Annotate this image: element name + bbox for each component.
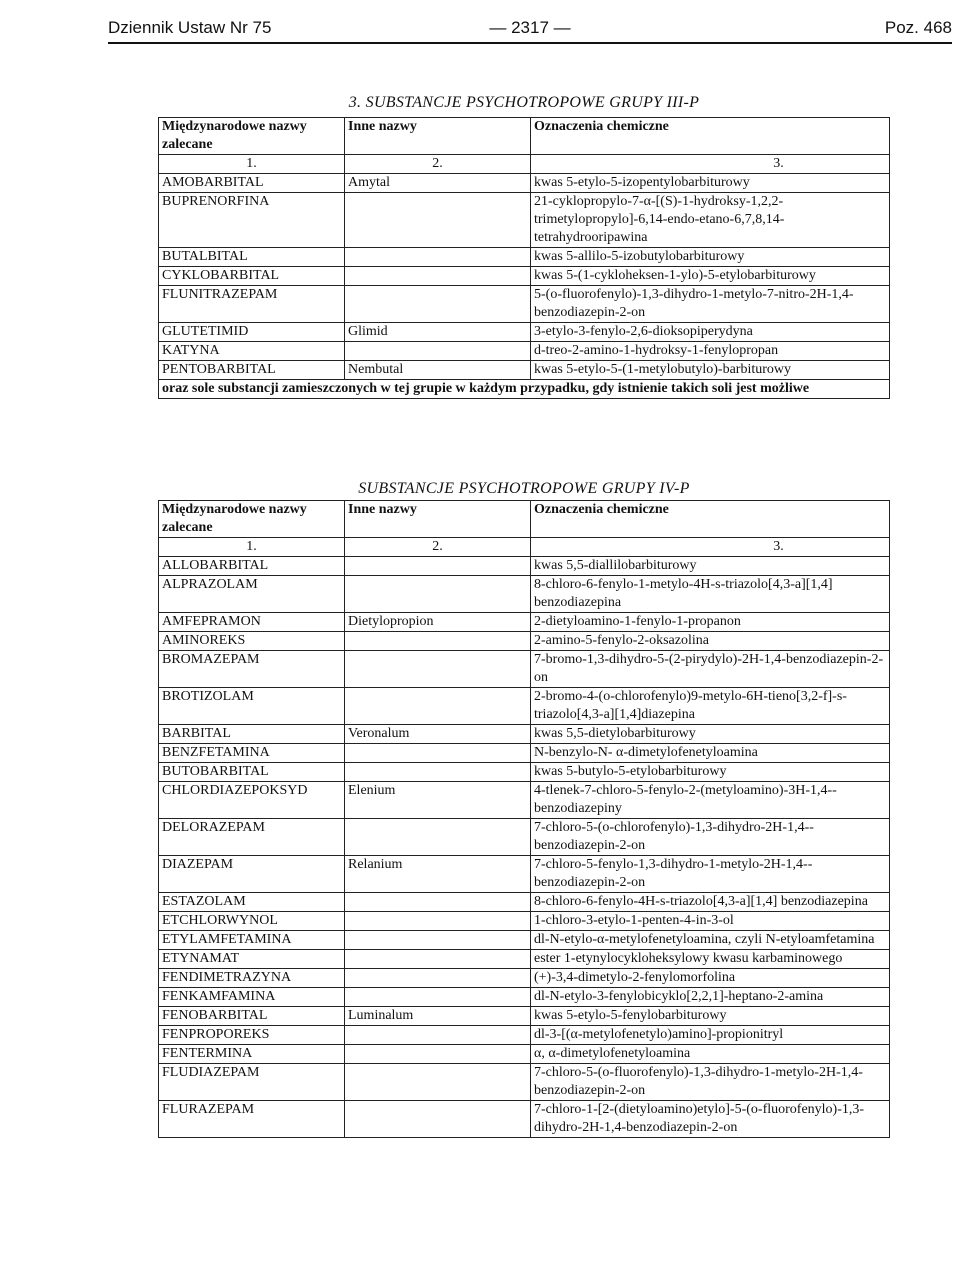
chemical-name: (+)-3,4-dimetylo-2-fenylomorfolina (531, 969, 890, 988)
column-number-row (159, 155, 890, 174)
substance-name: FLUNITRAZEPAM (159, 286, 345, 323)
substance-name: ESTAZOLAM (159, 893, 345, 912)
substance-name: KATYNA (159, 342, 345, 361)
substance-name: BENZFETAMINA (159, 744, 345, 763)
other-name: Veronalum (345, 725, 531, 744)
column-header-other: Inne nazwy (345, 118, 531, 155)
substance-name: CYKLOBARBITAL (159, 267, 345, 286)
substance-name: BROTIZOLAM (159, 688, 345, 725)
substance-name: ETYNAMAT (159, 950, 345, 969)
substance-name: GLUTETIMID (159, 323, 345, 342)
table-row (159, 856, 890, 893)
table-row (159, 267, 890, 286)
substance-name: AMFEPRAMON (159, 613, 345, 632)
column-header-international: Międzynarodowe nazwy zalecane (159, 501, 345, 538)
other-name (345, 688, 531, 725)
table-row (159, 688, 890, 725)
table-row (159, 1064, 890, 1101)
substance-name: FENPROPOREKS (159, 1026, 345, 1045)
chemical-name: 3-etylo-3-fenylo-2,6-dioksopiperydyna (531, 323, 890, 342)
chemical-name: kwas 5-butylo-5-etylobarbiturowy (531, 763, 890, 782)
page-number: — 2317 — (489, 18, 571, 37)
column-header-chemical: Oznaczenia chemiczne (531, 501, 890, 538)
chemical-name: d-treo-2-amino-1-hydroksy-1-fenylopropan (531, 342, 890, 361)
chemical-name: dl-N-etylo-3-fenylobicyklo[2,2,1]-heptano-2-amina (531, 988, 890, 1007)
chemical-name: 5-(o-fluorofenylo)-1,3-dihydro-1-metylo-7-nitro-2H-1,4-benzodiazepin-2-on (531, 286, 890, 323)
other-name (345, 969, 531, 988)
substance-name: BUTALBITAL (159, 248, 345, 267)
chemical-name: dl-N-etylo-α-metylofenetyloamina, czyli N-etyloamfetamina (531, 931, 890, 950)
substance-name: DIAZEPAM (159, 856, 345, 893)
other-name (345, 557, 531, 576)
chemical-name: 4-tlenek-7-chloro-5-fenylo-2-(metyloamino)-3H-1,4--benzodiazepiny (531, 782, 890, 819)
column-number: 3. (531, 538, 890, 557)
other-name (345, 576, 531, 613)
chemical-name: 8-chloro-6-fenylo-4H-s-triazolo[4,3-a][1,4] benzodiazepina (531, 893, 890, 912)
substance-name: FENOBARBITAL (159, 1007, 345, 1026)
chemical-name: 7-chloro-5-(o-chlorofenylo)-1,3-dihydro-2H-1,4--benzodiazepin-2-on (531, 819, 890, 856)
table-row (159, 782, 890, 819)
table-row (159, 632, 890, 651)
table-row (159, 361, 890, 380)
column-header-international: Międzynarodowe nazwy zalecane (159, 118, 345, 155)
table-row (159, 1026, 890, 1045)
other-name (345, 912, 531, 931)
table-header-row (159, 118, 890, 155)
substance-name: AMOBARBITAL (159, 174, 345, 193)
column-header-chemical: Oznaczenia chemiczne (531, 118, 890, 155)
other-name (345, 286, 531, 323)
substance-name: PENTOBARBITAL (159, 361, 345, 380)
chemical-name: 7-chloro-5-(o-fluorofenylo)-1,3-dihydro-1-metylo-2H-1,4-benzodiazepin-2-on (531, 1064, 890, 1101)
chemical-name: N-benzylo-N- α-dimetylofenetyloamina (531, 744, 890, 763)
other-name (345, 193, 531, 248)
other-name (345, 988, 531, 1007)
other-name (345, 744, 531, 763)
other-name (345, 1026, 531, 1045)
table-row (159, 725, 890, 744)
other-name (345, 931, 531, 950)
salts-note: oraz sole substancji zamieszczonych w tej grupie w każdym przypadku, gdy istnienie takich soli jest możliwe (159, 380, 890, 399)
other-name: Dietylopropion (345, 613, 531, 632)
substance-name: AMINOREKS (159, 632, 345, 651)
other-name (345, 342, 531, 361)
substance-name: BARBITAL (159, 725, 345, 744)
substance-name: ALPRAZOLAM (159, 576, 345, 613)
chemical-name: dl-3-[(α-metylofenetylo)amino]-propionitryl (531, 1026, 890, 1045)
other-name: Glimid (345, 323, 531, 342)
substance-name: ALLOBARBITAL (159, 557, 345, 576)
column-number: 3. (531, 155, 890, 174)
other-name (345, 1064, 531, 1101)
chemical-name: 7-chloro-1-[2-(dietyloamino)etylo]-5-(o-fluorofenylo)-1,3-dihydro-2H-1,4-benzodiazepin-2-on (531, 1101, 890, 1138)
other-name (345, 632, 531, 651)
column-number-row (159, 538, 890, 557)
other-name: Elenium (345, 782, 531, 819)
group-4-table (158, 500, 890, 1138)
other-name: Nembutal (345, 361, 531, 380)
chemical-name: kwas 5-allilo-5-izobutylobarbiturowy (531, 248, 890, 267)
substance-name: ETCHLORWYNOL (159, 912, 345, 931)
table-row (159, 193, 890, 248)
column-number: 1. (159, 155, 345, 174)
other-name (345, 950, 531, 969)
table-row (159, 950, 890, 969)
table-row (159, 912, 890, 931)
substance-name: FENDIMETRAZYNA (159, 969, 345, 988)
table-row (159, 931, 890, 950)
table-row (159, 893, 890, 912)
chemical-name: 7-bromo-1,3-dihydro-5-(2-pirydylo)-2H-1,4-benzodiazepin-2-on (531, 651, 890, 688)
chemical-name: 7-chloro-5-fenylo-1,3-dihydro-1-metylo-2H-1,4--benzodiazepin-2-on (531, 856, 890, 893)
other-name (345, 819, 531, 856)
chemical-name: kwas 5-etylo-5-(1-metylobutylo)-barbiturowy (531, 361, 890, 380)
other-name (345, 248, 531, 267)
table-row (159, 744, 890, 763)
column-number: 2. (345, 155, 531, 174)
table-row (159, 988, 890, 1007)
chemical-name: α, α-dimetylofenetyloamina (531, 1045, 890, 1064)
chemical-name: 8-chloro-6-fenylo-1-metylo-4H-s-triazolo[4,3-a][1,4] benzodiazepina (531, 576, 890, 613)
journal-title: Dziennik Ustaw Nr 75 (108, 18, 272, 37)
chemical-name: kwas 5-etylo-5-fenylobarbiturowy (531, 1007, 890, 1026)
chemical-name: kwas 5,5-diallilobarbiturowy (531, 557, 890, 576)
table-row (159, 763, 890, 782)
chemical-name: 1-chloro-3-etylo-1-penten-4-in-3-ol (531, 912, 890, 931)
substance-name: ETYLAMFETAMINA (159, 931, 345, 950)
table-row (159, 613, 890, 632)
other-name (345, 1101, 531, 1138)
table-row (159, 323, 890, 342)
table-row (159, 969, 890, 988)
table-row (159, 557, 890, 576)
table-row (159, 819, 890, 856)
position-number: Poz. 468 (884, 18, 952, 37)
table-row (159, 576, 890, 613)
group-3-table (158, 117, 890, 399)
other-name (345, 763, 531, 782)
chemical-name: 2-bromo-4-(o-chlorofenylo)9-metylo-6H-tieno[3,2-f]-s-triazolo[4,3-a][1,4]diazepina (531, 688, 890, 725)
substance-name: CHLORDIAZEPOKSYD (159, 782, 345, 819)
chemical-name: kwas 5,5-dietylobarbiturowy (531, 725, 890, 744)
substance-name: BUTOBARBITAL (159, 763, 345, 782)
chemical-name: kwas 5-(1-cykloheksen-1-ylo)-5-etylobarbiturowy (531, 267, 890, 286)
table-header-row (159, 501, 890, 538)
other-name (345, 893, 531, 912)
column-number: 2. (345, 538, 531, 557)
table-row (159, 1007, 890, 1026)
chemical-name: 2-dietyloamino-1-fenylo-1-propanon (531, 613, 890, 632)
substance-name: DELORAZEPAM (159, 819, 345, 856)
table-row (159, 248, 890, 267)
page-header (108, 18, 952, 44)
substance-name: FENTERMINA (159, 1045, 345, 1064)
chemical-name: 2-amino-5-fenylo-2-oksazolina (531, 632, 890, 651)
section-4-title: SUBSTANCJE PSYCHOTROPOWE GRUPY IV-P (358, 480, 690, 497)
other-name: Relanium (345, 856, 531, 893)
substance-name: FENKAMFAMINA (159, 988, 345, 1007)
table-row (159, 1045, 890, 1064)
other-name (345, 267, 531, 286)
section-3-title: 3. SUBSTANCJE PSYCHOTROPOWE GRUPY III-P (348, 94, 700, 111)
table-row (159, 651, 890, 688)
column-number: 1. (159, 538, 345, 557)
substance-name: FLUDIAZEPAM (159, 1064, 345, 1101)
table-row (159, 1101, 890, 1138)
table-row (159, 174, 890, 193)
table-row (159, 342, 890, 361)
other-name: Amytal (345, 174, 531, 193)
column-header-other: Inne nazwy (345, 501, 531, 538)
chemical-name: kwas 5-etylo-5-izopentylobarbiturowy (531, 174, 890, 193)
substance-name: BROMAZEPAM (159, 651, 345, 688)
substance-name: FLURAZEPAM (159, 1101, 345, 1138)
other-name: Luminalum (345, 1007, 531, 1026)
salts-note-row (159, 380, 890, 399)
chemical-name: ester 1-etynylocykloheksylowy kwasu karbaminowego (531, 950, 890, 969)
table-row (159, 286, 890, 323)
other-name (345, 651, 531, 688)
substance-name: BUPRENORFINA (159, 193, 345, 248)
chemical-name: 21-cyklopropylo-7-α-[(S)-1-hydroksy-1,2,2-trimetylopropylo]-6,14-endo-etano-6,7,8,14-tetrahydrooripawina (531, 193, 890, 248)
other-name (345, 1045, 531, 1064)
